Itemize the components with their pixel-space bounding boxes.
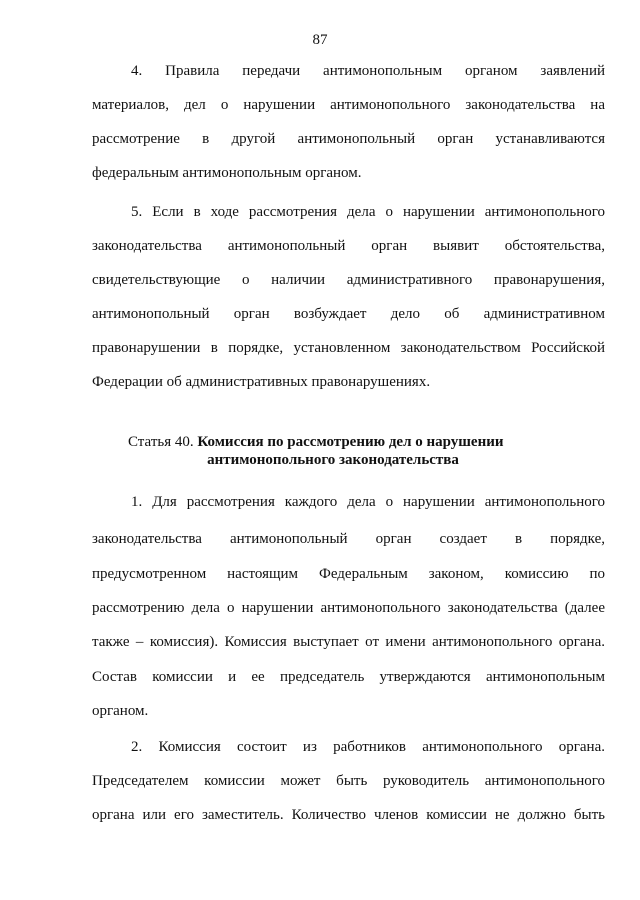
paragraph-line: материалов, дел о нарушении антимонопольного законодательства на (92, 97, 605, 113)
paragraph-line: органа или его заместитель. Количество членов комиссии не должно быть (92, 807, 605, 823)
paragraph-line: правонарушении в порядке, установленном законодательством Российской (92, 340, 605, 356)
article-label: Статья 40. (128, 434, 194, 450)
paragraph-line: 4. Правила передачи антимонопольным органом заявлений (131, 63, 605, 79)
paragraph-line: свидетельствующие о наличии административного правонарушения, (92, 272, 605, 288)
paragraph-line: законодательства антимонопольный орган выявит обстоятельства, (92, 238, 605, 254)
paragraph-line: Федерации об административных правонарушениях. (92, 374, 431, 390)
paragraph-line: 5. Если в ходе рассмотрения дела о нарушении антимонопольного (131, 204, 605, 220)
article-title: Комиссия по рассмотрению дел о нарушении (197, 434, 504, 450)
paragraph-line: органом. (92, 703, 149, 719)
paragraph-line: предусмотренном настоящим Федеральным законом, комиссию по (92, 566, 605, 582)
paragraph-line: антимонопольный орган возбуждает дело об административном (92, 306, 605, 322)
article-heading-line-2: антимонопольного законодательства (207, 452, 459, 468)
paragraph-line: Председателем комиссии может быть руководитель антимонопольного (92, 773, 605, 789)
paragraph-line: 1. Для рассмотрения каждого дела о нарушении антимонопольного (131, 494, 605, 510)
article-heading-line-1 (128, 433, 504, 451)
paragraph-line: Состав комиссии и ее председатель утверждаются антимонопольным (92, 669, 605, 685)
paragraph-line: также – комиссия). Комиссия выступает от имени антимонопольного органа. (92, 634, 605, 650)
paragraph-line: 2. Комиссия состоит из работников антимонопольного органа. (131, 739, 605, 755)
paragraph-line: рассмотрению дела о нарушении антимонопольного законодательства (далее (92, 600, 605, 616)
paragraph-line: федеральным антимонопольным органом. (92, 165, 362, 181)
paragraph-line: рассмотрение в другой антимонопольный орган устанавливаются (92, 131, 605, 147)
page-number: 87 (312, 32, 328, 48)
paragraph-line: законодательства антимонопольный орган создает в порядке, (92, 531, 605, 547)
